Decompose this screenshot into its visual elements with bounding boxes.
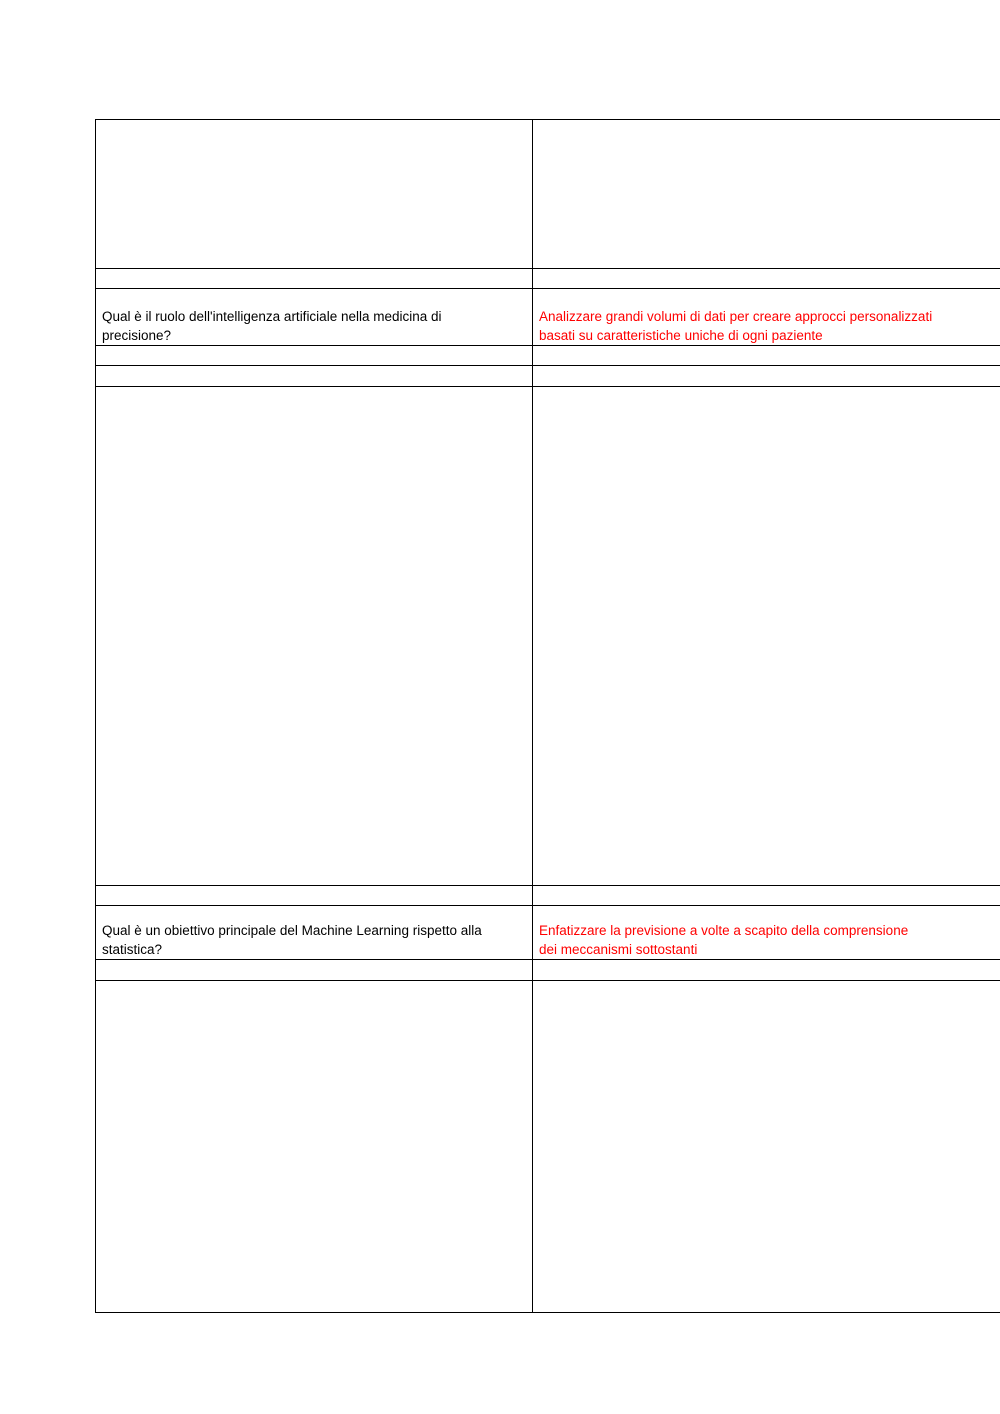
question-cell: Qual è un obiettivo principale del Machine Learning rispetto alla statistica? (96, 906, 533, 960)
question-cell (96, 886, 533, 906)
table-row (96, 120, 1000, 269)
table-row (96, 346, 1000, 366)
question-cell (96, 346, 533, 366)
table-row (96, 981, 1000, 1313)
answer-cell (533, 366, 1000, 387)
answer-cell (533, 981, 1000, 1313)
answer-cell: Analizzare grandi volumi di dati per creare approcci personalizzati basati su caratteristiche uniche di ogni paziente (533, 289, 1000, 346)
question-cell (96, 960, 533, 981)
table-row (96, 366, 1000, 387)
answer-cell: Enfatizzare la previsione a volte a scapito della comprensione dei meccanismi sottostanti (533, 906, 1000, 960)
question-cell: Qual è il ruolo dell'intelligenza artificiale nella medicina di precisione? (96, 289, 533, 346)
table-row (96, 387, 1000, 886)
answer-cell (533, 886, 1000, 906)
question-cell (96, 366, 533, 387)
answer-cell (533, 120, 1000, 269)
table-row (96, 269, 1000, 289)
question-cell (96, 120, 533, 269)
answer-cell (533, 269, 1000, 289)
table-row (96, 289, 1000, 346)
question-cell (96, 269, 533, 289)
table-row (96, 906, 1000, 960)
question-cell (96, 387, 533, 886)
answer-cell (533, 387, 1000, 886)
answer-cell (533, 960, 1000, 981)
answer-cell (533, 346, 1000, 366)
qa-table (95, 119, 1000, 1313)
table-row (96, 886, 1000, 906)
question-cell (96, 981, 533, 1313)
table-row (96, 960, 1000, 981)
